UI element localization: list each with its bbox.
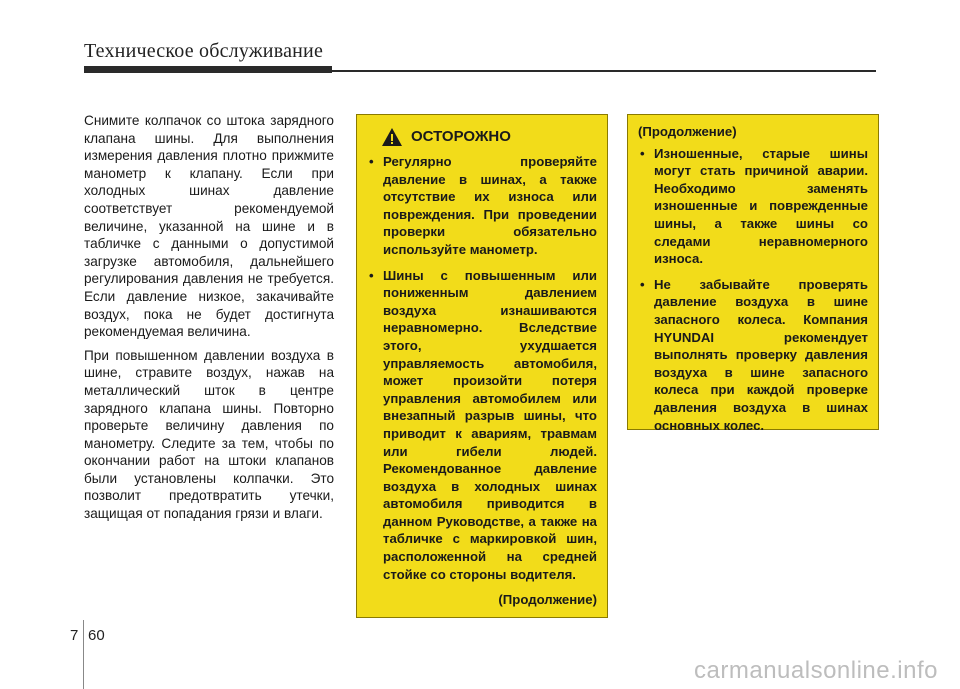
warning-heading xyxy=(381,127,597,147)
chapter-number: 7 xyxy=(70,627,79,644)
header-rule-thick xyxy=(84,66,332,73)
continued-label: (Продолжение) xyxy=(498,592,597,608)
header-rule-thin xyxy=(332,70,876,72)
paragraph: При повышенном давлении воздуха в шине, стравите воздух, нажав на металлический шток в центре зарядного клапана шины. Повторно проверьте величину давления по манометру. Следите за тем, чтобы по окончании работ на штоки клапанов были установлены колпачки. Это позволит предотвратить утечки, защищая от попадания грязи и влаги. xyxy=(84,347,334,522)
left-text-column xyxy=(84,112,334,529)
warning-bullet: • Шины с повышенным или пониженным давлением воздуха изнашиваются неравномерно. Вследствие этого, ухудшается управляемость автомобиля, может произойти потеря управления автомобилем или внезапный разрыв шины, что приводит к авариям, травмам или гибели людей. Рекомендованное давление воздуха в холодных шинах автомобиля приводится в данном Руководстве, а также на табличке с маркировкой шин, расположенной на средней стойке со стороны водителя. xyxy=(367,267,597,584)
continued-box xyxy=(627,114,879,433)
warning-bullet: • Регулярно проверяйте давление в шинах, а также отсутствие их износа или повреждения. При проведении проверки обязательно используйте манометр. xyxy=(367,153,597,259)
footer-rule xyxy=(83,620,84,689)
warning-triangle-icon xyxy=(381,127,403,147)
continued-bullet: • Не забывайте проверять давление воздуха в шине запасного колеса. Компания HYUNDAI рекомендует выполнять проверку давления воздуха в шине запасного колеса при каждой проверке давления воздуха в шинах основных колес. xyxy=(638,276,868,434)
watermark: carmanualsonline.info xyxy=(694,657,938,684)
continued-bullet: • Изношенные, старые шины могут стать причиной аварии. Необходимо заменять изношенные и поврежденные шины, а также шины со следами неравномерного износа. xyxy=(638,145,868,268)
page-number: 60 xyxy=(88,627,105,644)
paragraph: Снимите колпачок со штока зарядного клапана шины. Для выполнения измерения давления плотно прижмите манометр к клапану. Если при холодных шинах давление соответствует рекомендуемой величине, указанной на шине и в табличке с данными о допустимой загрузке автомобиля, дальнейшего регулирования давления не требуется. Если давление низкое, закачивайте воздух, пока не будет достигнута рекомендуемая величина. xyxy=(84,113,334,340)
continued-heading: (Продолжение) xyxy=(638,124,737,139)
page-header-title: Техническое обслуживание xyxy=(84,40,324,62)
warning-box xyxy=(356,114,608,618)
warning-title: ОСТОРОЖНО xyxy=(411,128,511,146)
